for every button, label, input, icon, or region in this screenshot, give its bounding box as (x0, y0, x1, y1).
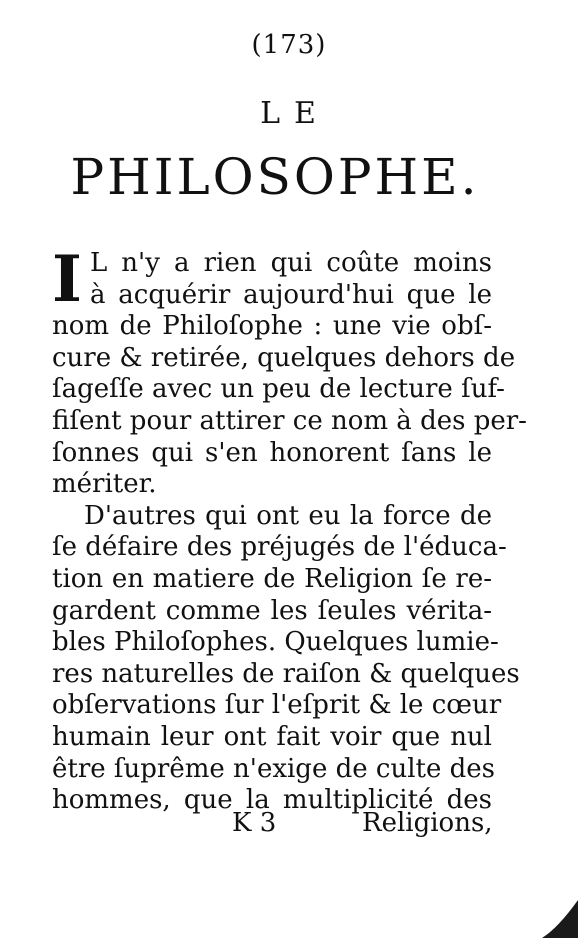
title-article: LE (260, 96, 330, 131)
text-line: bles Philoſophes. Quelques lumie- (52, 627, 499, 658)
text-line: humain leur ont fait voir que nul (52, 721, 492, 752)
text-line: cure & retirée, quelques dehors de (52, 342, 516, 373)
text-line: hommes, que la multiplicité des (52, 785, 492, 816)
drop-cap: I (52, 242, 82, 317)
text-line: gardent comme les ſeules vérita- (52, 595, 492, 626)
text-line: D'autres qui ont eu la force de (84, 500, 492, 531)
page-number: (173) (251, 30, 327, 60)
text-line: obſervations ſur l'eſprit & le cœur (52, 690, 502, 721)
text-line: nom de Philoſophe : une vie obſ- (52, 311, 492, 342)
page-corner-shadow-icon (538, 898, 578, 938)
text-line: être ſuprême n'exige de culte des (52, 753, 495, 784)
catchword: Religions, (362, 808, 493, 838)
text-line: L n'y a rien qui coûte moins (89, 248, 492, 278)
signature-mark: K 3 (232, 808, 277, 838)
text-line: res naturelles de raiſon & quelques (52, 658, 520, 689)
text-line: fiſent pour attirer ce nom à des per- (52, 405, 527, 436)
body-text (52, 242, 527, 817)
text-line: tion en matiere de Religion ſe re- (52, 563, 492, 594)
text-line: ſonnes qui s'en honorent ſans le (52, 437, 492, 468)
paragraph-1 (52, 242, 527, 501)
text-line: mériter. (52, 469, 157, 500)
paragraph-2 (52, 500, 520, 817)
text-line: ſageſſe avec un peu de lecture ſuf- (52, 374, 505, 405)
page-title: PHILOSOPHE. (70, 148, 480, 206)
text-line: ſe défaire des préjugés de l'éduca- (52, 532, 507, 563)
text-line: à acquérir aujourd'hui que le (89, 279, 492, 310)
